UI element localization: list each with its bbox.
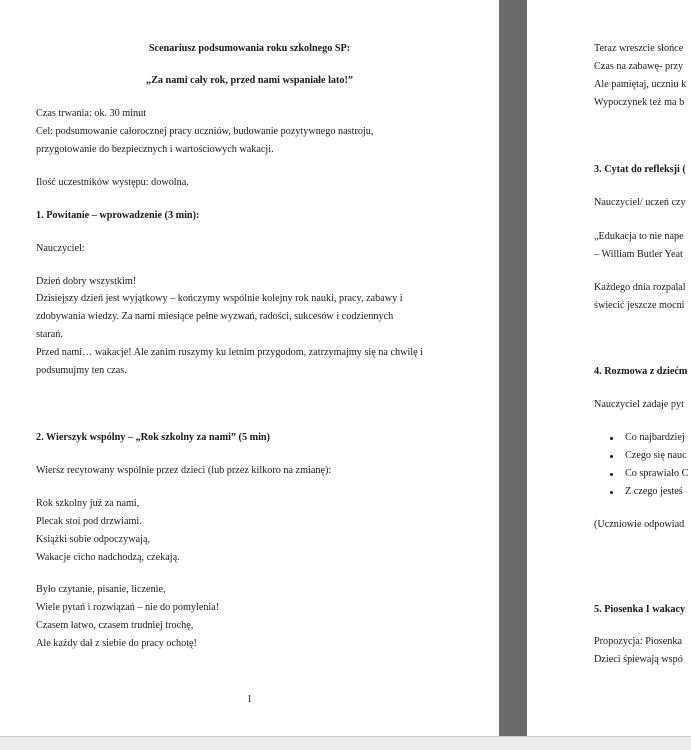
speech-line-4: Przed nami… wakacje! Ale zanim ruszymy ku letnim przygodom, zatrzymajmy się na chwilę i (36, 347, 424, 358)
question-item: Co najbardziej (625, 432, 685, 443)
bullet-icon (610, 473, 613, 476)
bullet-icon (610, 455, 613, 458)
page-number: 1 (246, 694, 253, 705)
quote-text: „Edukacja to nie nape (594, 231, 684, 242)
section-3-intro: Nauczyciel/ uczeń czy (594, 197, 686, 208)
speech-line-2: zdobywania wiedzy. Za nami miesiące pełne wyzwań, radości, sukcesów i codziennych (36, 311, 394, 322)
text-line: Teraz wreszcie słońce (594, 43, 684, 54)
speech-line-5: podsumujmy ten czas. (36, 365, 127, 376)
question-item: Co sprawiało C (625, 468, 689, 479)
poem-line: Czasem łatwo, czasem trudniej trochę, (36, 620, 194, 631)
section-5-heading: 5. Piosenka I wakacy (594, 604, 686, 615)
children-sing-text: Dzieci śpiewają wspó (594, 654, 683, 665)
viewer-bottom-bar (0, 736, 691, 750)
reflection-line-1: Każdego dnia rozpalal (594, 282, 686, 293)
poem-line: Wiele pytań i rozwiązań – nie do pomylenia! (36, 602, 220, 613)
poem-line: Było czytanie, pisanie, liczenie, (36, 584, 166, 595)
participants-text: Ilość uczestników występu: dowolna. (36, 177, 189, 188)
poem-intro: Wiersz recytowany wspólnie przez dzieci (lub przez kilkoro na zmianę): (36, 465, 332, 476)
answers-note: (Uczniowie odpowiad (594, 519, 685, 530)
proposal-text: Propozycja: Piosenka (594, 636, 682, 647)
quote-author: – William Butler Yeat (594, 249, 683, 260)
section-4-heading: 4. Rozmowa z dziećm (594, 366, 688, 377)
document-page-2 (527, 0, 691, 736)
text-line: Czas na zabawę- przy (594, 61, 684, 72)
poem-line: Wakacje cicho nadchodzą, czekają. (36, 552, 180, 563)
section-4-intro: Nauczyciel zadaje pyt (594, 399, 684, 410)
speech-line-3: starań. (36, 329, 63, 340)
poem-line: Ale każdy dał z siebie do pracy ochotę! (36, 638, 197, 649)
section-3-heading: 3. Cytat do refleksji ( (594, 164, 686, 175)
goal-text-line-1: Cel: podsumowanie całorocznej pracy uczniów, budowanie pozytywnego nastroju, (36, 126, 374, 137)
duration-text: Czas trwania: ok. 30 minut (36, 108, 147, 119)
section-1-heading: 1. Powitanie – wprowadzenie (3 min): (36, 210, 200, 221)
question-item: Z czego jesteś (625, 486, 683, 497)
section-2-heading: 2. Wierszyk wspólny – „Rok szkolny za nami” (5 min) (36, 432, 270, 443)
poem-line: Książki sobie odpoczywają, (36, 534, 151, 545)
document-title: Scenariusz podsumowania roku szkolnego SP: (148, 43, 351, 54)
text-line: Ale pamiętaj, uczniu k (594, 79, 687, 90)
text-line: Wypoczynek też ma b (594, 97, 685, 108)
speech-line-1: Dzisiejszy dzień jest wyjątkowy – kończymy wspólnie kolejny rok nauki, pracy, zabawy i (36, 293, 403, 304)
question-item: Czego się nauc (625, 450, 687, 461)
reflection-line-2: świecić jeszcze mocni (594, 300, 685, 311)
poem-line: Plecak stoi pod drzwiami. (36, 516, 142, 527)
greeting-text: Dzień dobry wszystkim! (36, 276, 137, 287)
document-motto: „Za nami cały rok, przed nami wspaniałe lato!” (146, 75, 353, 86)
goal-text-line-2: przygotowanie do bezpiecznych i wartościowych wakacji. (36, 144, 274, 155)
bullet-icon (610, 491, 613, 494)
teacher-label: Nauczyciel: (36, 243, 85, 254)
bullet-icon (610, 437, 613, 440)
poem-line: Rok szkolny już za nami, (36, 498, 140, 509)
